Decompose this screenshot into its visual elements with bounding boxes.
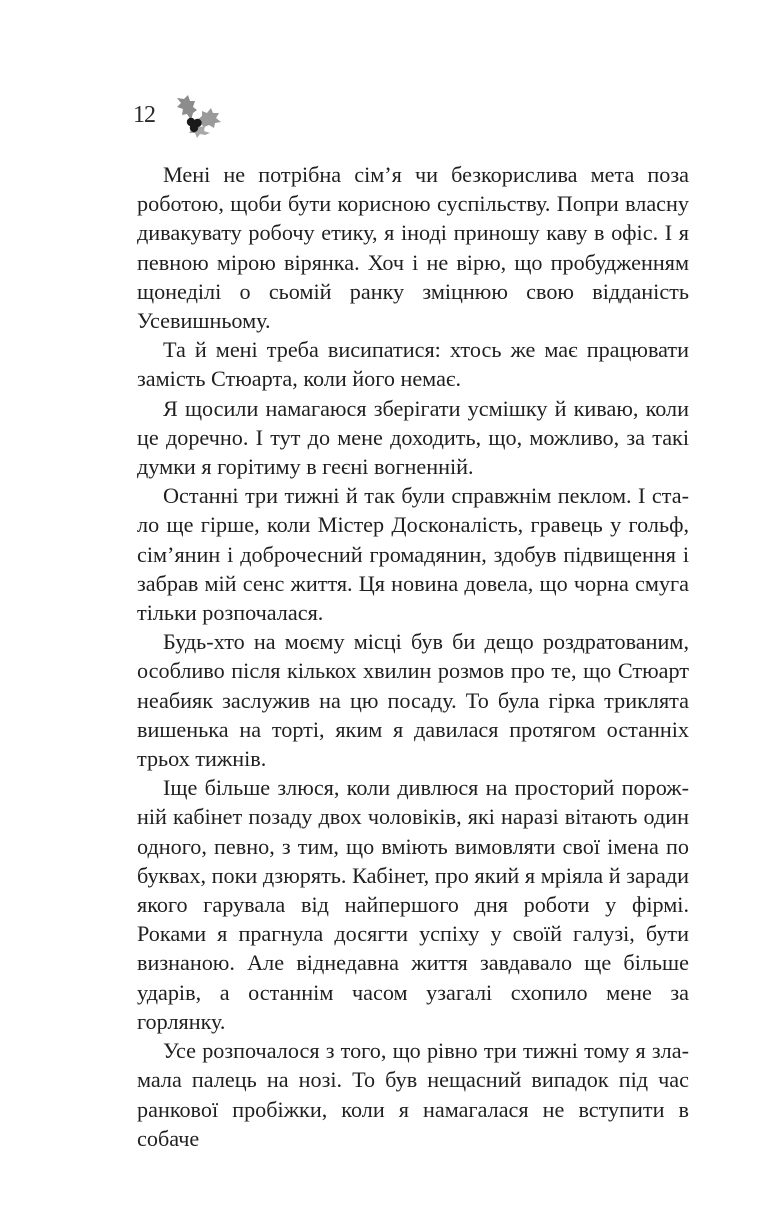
paragraph: Та й мені треба висипатися: хтось же має працювати замість Стюарта, коли його немає. [137, 337, 689, 392]
paragraph: Мені не потрібна сім’я чи безкорислива мета поза роботою, щоби бути корисною суспільству. Попри власну дивакувату робочу етику, я іноді приношу каву в офіс. І я певною мірою вірянка. Хоч і не вірю, що пробудженням щонеділі о сьомій ранку зміцнюю свою відданість Усевишньому. [137, 162, 689, 334]
paragraph: Будь-хто на моєму місці був би дещо роздратованим, особливо після кількох хвилин розмов про те, що Стюарт неабияк заслужив на цю посаду. То була гірка триклята вишенька на торті, яким я давилася протягом останніх трьох тижнів. [137, 629, 689, 772]
paragraph: Останні три тижні й так були справжнім пеклом. І стало ще гірше, коли Містер Досконалість, гравець у гольф, сім’янин і доброчесний громадянин, здобув підвищення і забрав мій сенс життя. Ця новина довела, що чорна смуга тільки розпочалася. [137, 483, 689, 626]
body-text [137, 160, 689, 1153]
holly-sprig-icon [169, 92, 225, 138]
page-number: 12 [133, 102, 155, 128]
page-header [133, 92, 253, 142]
paragraph: Я щосили намагаюся зберігати усмішку й киваю, коли це доречно. І тут до мене доходить, що, можливо, за такі думки я горітиму в геєні вогненній. [137, 395, 689, 480]
paragraph: Усе розпочалося з того, що рівно три тижні тому я зламала палець на нозі. То був нещасний випадок під час ранкової пробіжки, коли я намагалася не вступити в собаче [137, 1038, 689, 1151]
paragraph: Іще більше злюся, коли дивлюся на просторий порожній кабінет позаду двох чоловіків, які наразі вітають один одного, певно, з тим, що вміють вимовляти свої імена по буквах, поки дзюрять. Кабінет, про який я мріяла й заради якого гарувала від найпершого дня роботи у фірмі. Роками я прагнула досягти успіху у своїй галузі, бути визнаною. Але віднедавна життя завдавало ще більше ударів, а останнім часом узагалі схопило мене за горлянку. [137, 775, 689, 1034]
